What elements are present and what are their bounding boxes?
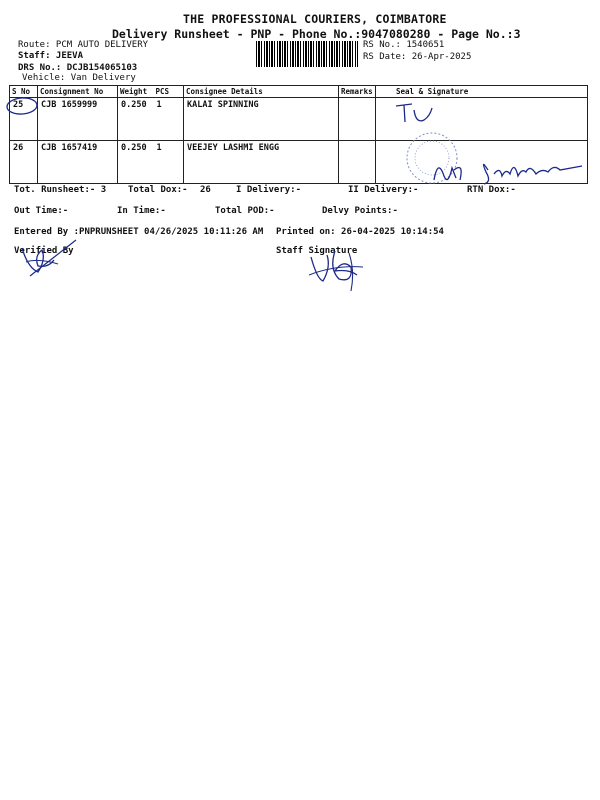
- table-header: [10, 86, 588, 98]
- ii-delivery: II Delivery:-: [348, 185, 419, 195]
- vehicle-label: Vehicle: Van Delivery: [22, 73, 136, 83]
- row-sno: 25: [10, 98, 38, 141]
- total-dox-label: Total Dox:-: [128, 185, 188, 195]
- table-row: [10, 98, 588, 141]
- col-pcs: PCS: [154, 86, 184, 98]
- rs-date: RS Date: 26-Apr-2025: [363, 52, 472, 62]
- col-consignment: Consignment No: [38, 86, 118, 98]
- runsheet-title: Delivery Runsheet - PNP - Phone No.:9047080280 - Page No.:3: [112, 27, 521, 41]
- row-consignment: CJB 1659999: [38, 98, 118, 141]
- verifier-signature: [18, 238, 88, 283]
- verified-by-label: Verified By: [14, 246, 74, 256]
- delvy-points: Delvy Points:-: [322, 206, 398, 216]
- row-consignee: VEEJEY LASHMI ENGG: [184, 141, 339, 184]
- row-sno: 26: [10, 141, 38, 184]
- total-pod: Total POD:-: [215, 206, 275, 216]
- drs-label: DRS No.: DCJB154065103: [18, 63, 138, 73]
- staff-signature-label: Staff Signature: [276, 246, 358, 256]
- company-name: THE PROFESSIONAL COURIERS, COIMBATORE: [183, 12, 447, 26]
- rtn-dox: RTN Dox:-: [467, 185, 516, 195]
- row-pcs: 1: [154, 141, 184, 184]
- printed-on: Printed on: 26-04-2025 10:14:54: [276, 227, 444, 237]
- rs-number: RS No.: 1540651: [363, 40, 445, 50]
- tot-runsheet: Tot. Runsheet:- 3: [14, 185, 107, 195]
- col-weight: Weight: [118, 86, 154, 98]
- staff-label: Staff: JEEVA: [18, 51, 84, 61]
- row-consignment: CJB 1657419: [38, 141, 118, 184]
- row-pcs: 1: [154, 98, 184, 141]
- barcode: [256, 41, 358, 67]
- out-time: Out Time:-: [14, 206, 69, 216]
- col-sno: S No: [10, 86, 38, 98]
- in-time: In Time:-: [117, 206, 166, 216]
- i-delivery: I Delivery:-: [236, 185, 302, 195]
- row-weight: 0.250: [118, 98, 154, 141]
- signature-row1: [392, 100, 442, 130]
- row-remarks: [339, 98, 376, 141]
- row-weight: 0.250: [118, 141, 154, 184]
- col-seal: Seal & Signature: [376, 86, 588, 98]
- route-label: Route: PCM AUTO DELIVERY: [18, 40, 149, 50]
- row-remarks: [339, 141, 376, 184]
- col-remarks: Remarks: [339, 86, 376, 98]
- entered-by: Entered By :PNPRUNSHEET 04/26/2025 10:11:26 AM: [14, 227, 264, 237]
- staff-signature: [305, 245, 370, 295]
- row-consignee: KALAI SPINNING: [184, 98, 339, 141]
- total-dox-value: 26: [200, 185, 211, 195]
- col-consignee: Consignee Details: [184, 86, 339, 98]
- handwritten-circle: [4, 96, 44, 118]
